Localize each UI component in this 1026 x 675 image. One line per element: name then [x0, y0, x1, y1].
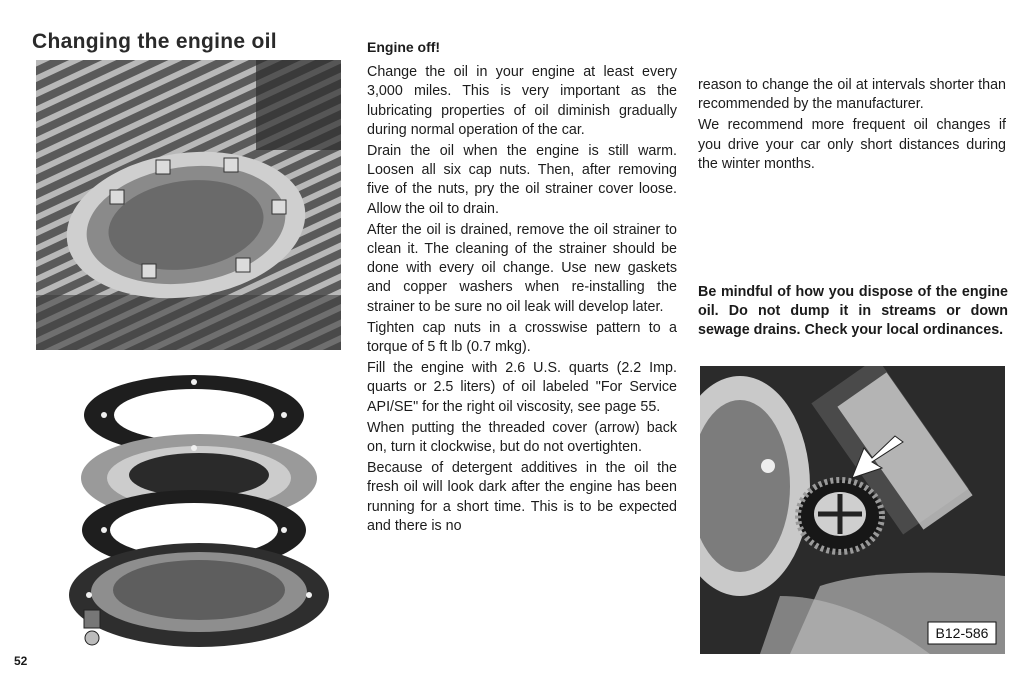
oil-filler-cap-photo [700, 366, 1005, 654]
page-number: 52 [14, 654, 28, 668]
paragraph: Fill the engine with 2.6 U.S. quarts (2.2 Imp. quarts or 2.5 liters) of oil labeled "For Service API/SE" for the right oil viscosity, see page 55. [367, 360, 677, 415]
paragraph: Tighten cap nuts in a crosswise pattern to a torque of 5 ft lb (0.7 mkg). [367, 319, 677, 356]
continuation-column [698, 76, 1006, 176]
page-title: Changing the engine oil [32, 30, 277, 53]
paragraph: When putting the threaded cover (arrow) back on, turn it clockwise, but do not overtighten. [367, 419, 677, 456]
paragraph: reason to change the oil at intervals shorter than recommended by the manufacturer. [698, 77, 1006, 113]
instructions-column [367, 38, 677, 538]
oil-strainer-cover-photo [36, 60, 341, 350]
oil-strainer-parts-photo [34, 370, 344, 655]
paragraph: After the oil is drained, remove the oil strainer to clean it. The cleaning of the strainer should be done with every oil change. Use new gaskets and copper washers when re-installing the strainer to be sure no oil leak will develop later. [367, 221, 677, 315]
paragraph: Drain the oil when the engine is still warm. Loosen all six cap nuts. Then, after removing five of the nuts, pry the oil strainer cover loose. Allow the oil to drain. [367, 143, 677, 217]
paragraph: Change the oil in your engine at least every 3,000 miles. This is very important as the lubricating properties of oil diminish gradually during normal operation of the car. [367, 64, 677, 138]
engine-off-heading: Engine off! [367, 39, 441, 55]
paragraph: Because of detergent additives in the oil the fresh oil will look dark after the engine has been running for a short time. This is to be expected and there is no [367, 460, 677, 534]
figure-reference-label: B12-586 [935, 625, 989, 641]
disposal-warning: Be mindful of how you dispose of the engine oil. Do not dump it in streams or down sewage drains. Check your local ordinances. [698, 284, 1008, 339]
paragraph: We recommend more frequent oil changes if you drive your car only short distances during the winter months. [698, 117, 1006, 172]
